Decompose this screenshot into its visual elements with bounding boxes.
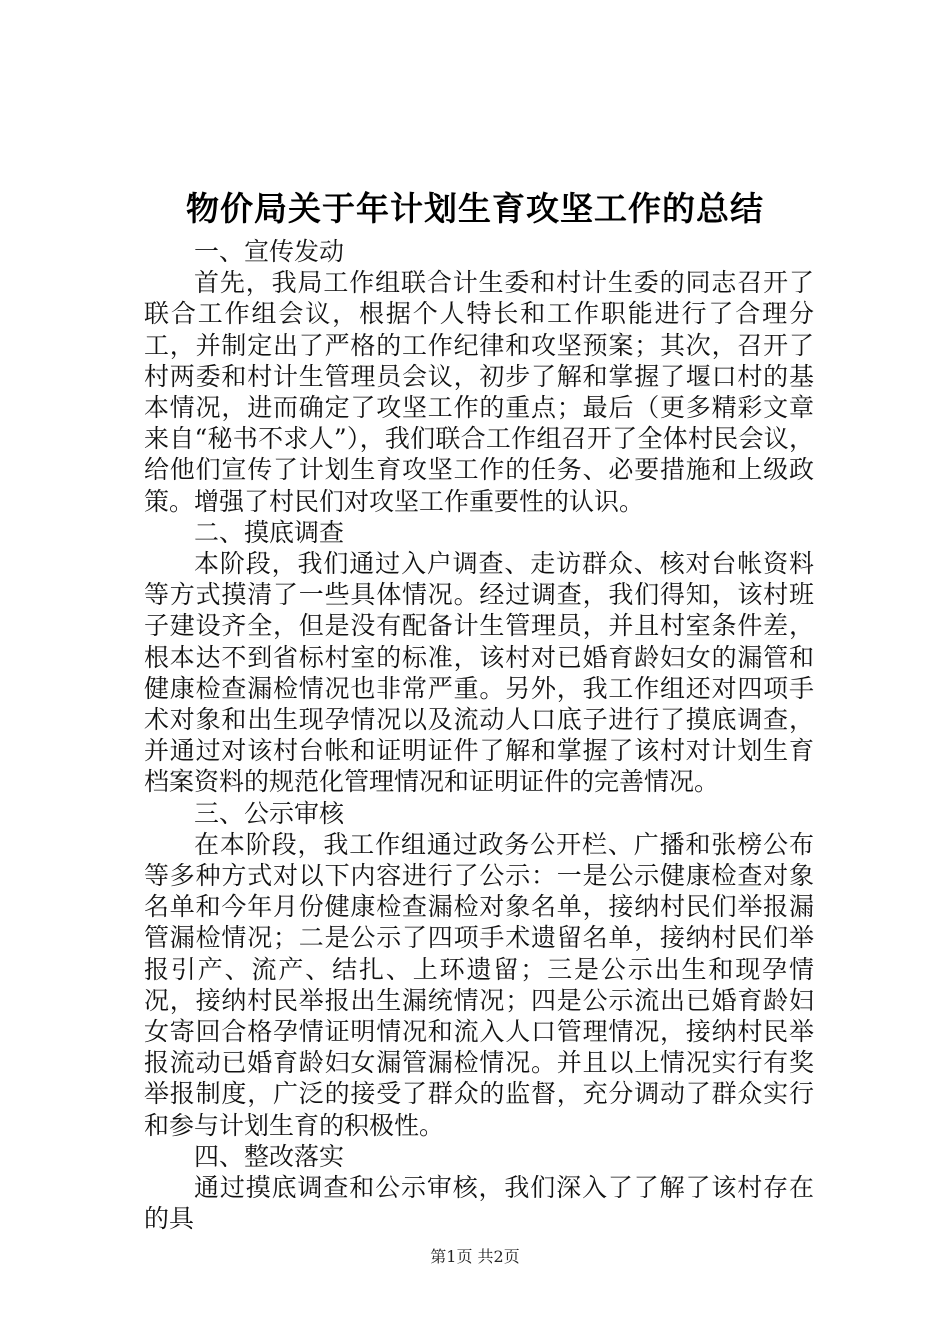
document-title: 物价局关于年计划生育攻坚工作的总结 — [186, 189, 764, 228]
section-heading-2: 二、摸底调查 — [194, 517, 345, 547]
paragraph-publicity: 首先，我局工作组联合计生委和村计生委的同志召开了联合工作组会议，根据个人特长和工作职能进行了合理分工，并制定出了严格的工作纪律和攻坚预案；其次，召开了村两委和村计生管理员会议，初步了解和掌握了堰口村的基本情况，进而确定了攻坚工作的重点；最后（更多精彩文章来自“秘书不求人”），我们联合工作组召开了全体村民会议，给他们宣传了计划生育攻坚工作的任务、必要措施和上级政策。增强了村民们对攻坚工作重要性的认识。 — [144, 268, 814, 516]
section-heading-3: 三、公示审核 — [194, 798, 345, 828]
page-footer — [0, 1246, 950, 1268]
page-indicator: 第1页 共2页 — [430, 1247, 520, 1266]
paragraph-investigation: 本阶段，我们通过入户调查、走访群众、核对台帐资料等方式摸清了一些具体情况。经过调查，我们得知，该村班子建设齐全，但是没有配备计生管理员，并且村室条件差，根本达不到省标村室的标准，该村对已婚育龄妇女的漏管和健康检查漏检情况也非常严重。另外，我工作组还对四项手术对象和出生现孕情况以及流动人口底子进行了摸底调查，并通过对该村台帐和证明证件了解和掌握了该村对计划生育档案资料的规范化管理情况和证明证件的完善情况。 — [144, 549, 814, 797]
paragraph-public-review: 在本阶段，我工作组通过政务公开栏、广播和张榜公布等多种方式对以下内容进行了公示：一是公示健康检查对象名单和今年月份健康检查漏检对象名单，接纳村民们举报漏管漏检情况；二是公示了四项手术遗留名单，接纳村民们举报引产、流产、结扎、上环遗留；三是公示出生和现孕情况，接纳村民举报出生漏统情况；四是公示流出已婚育龄妇女寄回合格孕情证明情况和流入人口管理情况，接纳村民举报流动已婚育龄妇女漏管漏检情况。并且以上情况实行有奖举报制度，广泛的接受了群众的监督，充分调动了群众实行和参与计划生育的积极性。 — [144, 829, 814, 1140]
section-heading-1: 一、宣传发动 — [194, 237, 345, 266]
document-body — [144, 236, 814, 1235]
paragraph-rectification: 通过摸底调查和公示审核，我们深入了了解了该村存在的具 — [144, 1173, 814, 1234]
section-heading-4: 四、整改落实 — [194, 1141, 345, 1171]
